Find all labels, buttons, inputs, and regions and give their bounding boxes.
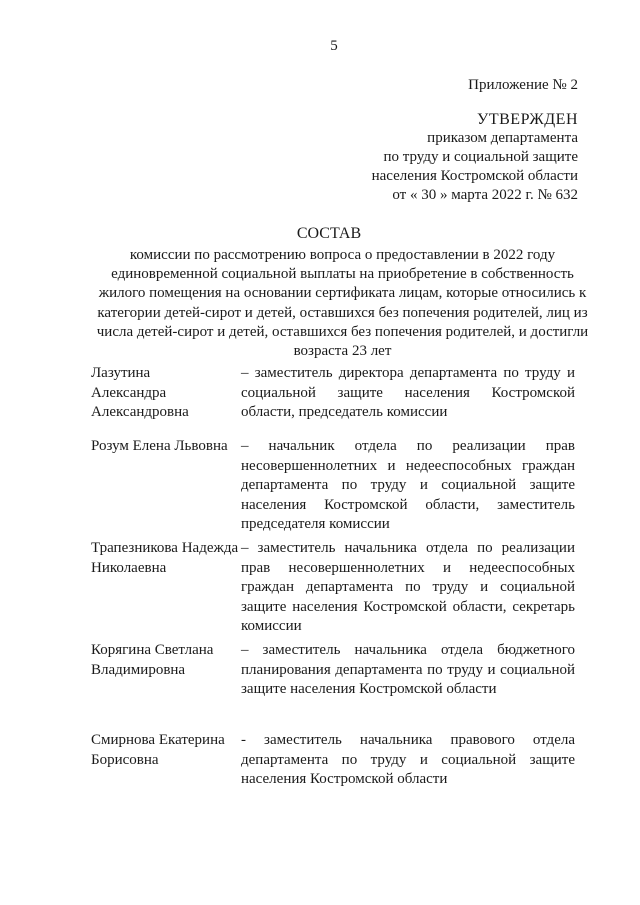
approval-line: приказом департамента <box>427 130 578 146</box>
member-row <box>91 539 575 641</box>
member-role: – заместитель начальника отдела по реализации прав несовершеннолетних и недееспособных граждан департамента по труду и социальной защите населения Костромской области, секретарь комиссии <box>241 540 575 634</box>
page-number: 5 <box>330 38 338 54</box>
document-subtitle: комиссии по рассмотрению вопроса о предоставлении в 2022 году единовременной социальной выплаты на приобретение в собственность жилого помещения на основании сертификата лицам, которые относились к категории детей-сирот и детей, оставшихся без попечения родителей, лиц из числа детей-сирот и детей, оставшихся без попечения родителей, и достигли возраста 23 лет <box>96 247 589 360</box>
member-role: – заместитель директора департамента по труду и социальной защите населения Костромской области, председатель комиссии <box>241 365 575 420</box>
member-name: Корягина Светлана Владимировна <box>91 642 214 678</box>
approval-line: населения Костромской области <box>371 168 578 184</box>
member-name: Лазутина Александра Александровна <box>91 365 189 420</box>
approval-line: по труду и социальной защите <box>383 149 578 165</box>
member-role: – заместитель начальника отдела бюджетного планирования департамента по труду и социальной защите населения Костромской области <box>241 642 575 697</box>
member-name: Смирнова Екатерина Борисовна <box>91 732 225 768</box>
member-name: Трапезникова Надежда Николаевна <box>91 540 239 576</box>
member-row <box>91 731 575 790</box>
approval-order-date: от « 30 » марта 2022 г. № 632 <box>392 187 578 203</box>
member-row <box>91 437 575 539</box>
approval-title: УТВЕРЖДЕН <box>477 111 578 128</box>
member-row <box>91 364 575 437</box>
member-name: Розум Елена Львовна <box>91 438 228 454</box>
approval-block <box>372 110 578 205</box>
appendix-label: Приложение № 2 <box>468 77 578 93</box>
member-row <box>91 641 575 731</box>
members-list <box>91 364 575 790</box>
member-role: – начальник отдела по реализации прав несовершеннолетних и недееспособных граждан департамента по труду и социальной защите населения Костромской области, заместитель председателя комиссии <box>241 438 575 532</box>
document-title: СОСТАВ <box>296 225 362 242</box>
member-role: - заместитель начальника правового отдела департамента по труду и социальной защите населения Костромской области <box>241 732 575 787</box>
